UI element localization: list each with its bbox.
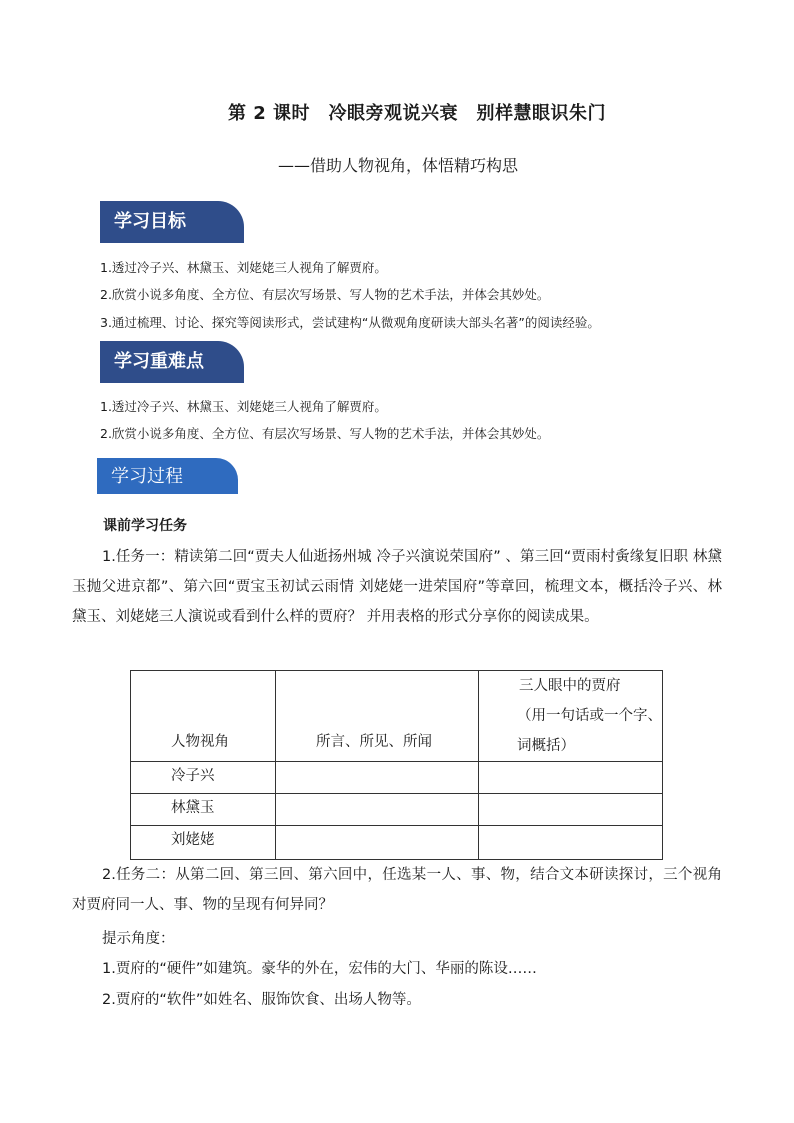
table-cell-empty [479, 826, 663, 860]
goal-item: 2.欣赏小说多角度、全方位、有层次写场景、写人物的艺术手法，并体会其妙处。 [100, 287, 550, 302]
reading-table [130, 670, 663, 860]
task-two-text: 2.任务二：从第二回、第三回、第六回中，任选某一人、事、物，结合文本研读探讨，三个视角对贾府同一人、事、物的呈现有何异同？ [72, 867, 722, 913]
key-point-item: 1.透过冷子兴、林黛玉、刘姥姥三人视角了解贾府。 [100, 399, 387, 414]
table-cell-perspective: 林黛玉 [131, 794, 276, 826]
key-point-item: 2.欣赏小说多角度、全方位、有层次写场景、写人物的艺术手法，并体会其妙处。 [100, 426, 550, 441]
task-one-text: 1.任务一：精读第二回“贾夫人仙逝扬州城 冷子兴演说荣国府” 、第三回“贾雨村夤缘复旧职 林黛玉抛父进京都”、第六回“贾宝玉初试云雨情 刘姥姥一进荣国府”等章回，梳理文本，概括泠子兴、林黛玉、刘姥姥三人演说或看到什么样的贾府？ 并用表格的形式分享你的阅读成果。 [72, 549, 722, 625]
table-cell-empty [276, 762, 479, 794]
table-cell-empty [479, 794, 663, 826]
table-cell-perspective: 刘姥姥 [131, 826, 276, 860]
table-header-summary-note: （用一句话或一个字、词概括） [517, 708, 662, 754]
table-cell-perspective: 冷子兴 [131, 762, 276, 794]
table-cell-empty [479, 762, 663, 794]
table-header-summary-title: 三人眼中的贾府 [519, 678, 621, 694]
section-tab-process: 学习过程 [97, 458, 238, 494]
task-two-paragraph [72, 860, 722, 920]
section-tab-key-points: 学习重难点 [100, 341, 244, 383]
table-cell-empty [276, 794, 479, 826]
hint-label: 提示角度： [102, 931, 175, 947]
hint-item: 2.贾府的“软件”如姓名、服饰饮食、出场人物等。 [102, 992, 421, 1008]
section-tab-goals: 学习目标 [100, 201, 244, 243]
table-row [131, 762, 663, 794]
task-one-paragraph [72, 542, 722, 632]
goal-item: 3.通过梳理、讨论、探究等阅读形式，尝试建构“从微观角度研读大部头名著”的阅读经验。 [100, 315, 600, 330]
page-subtitle: ——借助人物视角，体悟精巧构思 [278, 156, 519, 175]
table-header-content: 所言、所见、所闻 [276, 671, 479, 762]
table-cell-empty [276, 826, 479, 860]
hint-item: 1.贾府的“硬件”如建筑。豪华的外在，宏伟的大门、华丽的陈设…… [102, 961, 537, 977]
table-row [131, 794, 663, 826]
table-header-summary [479, 671, 663, 762]
table-header-perspective: 人物视角 [131, 671, 276, 762]
pre-task-heading: 课前学习任务 [103, 518, 187, 534]
page-title: 第 2 课时 冷眼旁观说兴衰 别样慧眼识朱门 [227, 103, 607, 124]
table-row [131, 826, 663, 860]
goal-item: 1.透过冷子兴、林黛玉、刘姥姥三人视角了解贾府。 [100, 260, 387, 275]
